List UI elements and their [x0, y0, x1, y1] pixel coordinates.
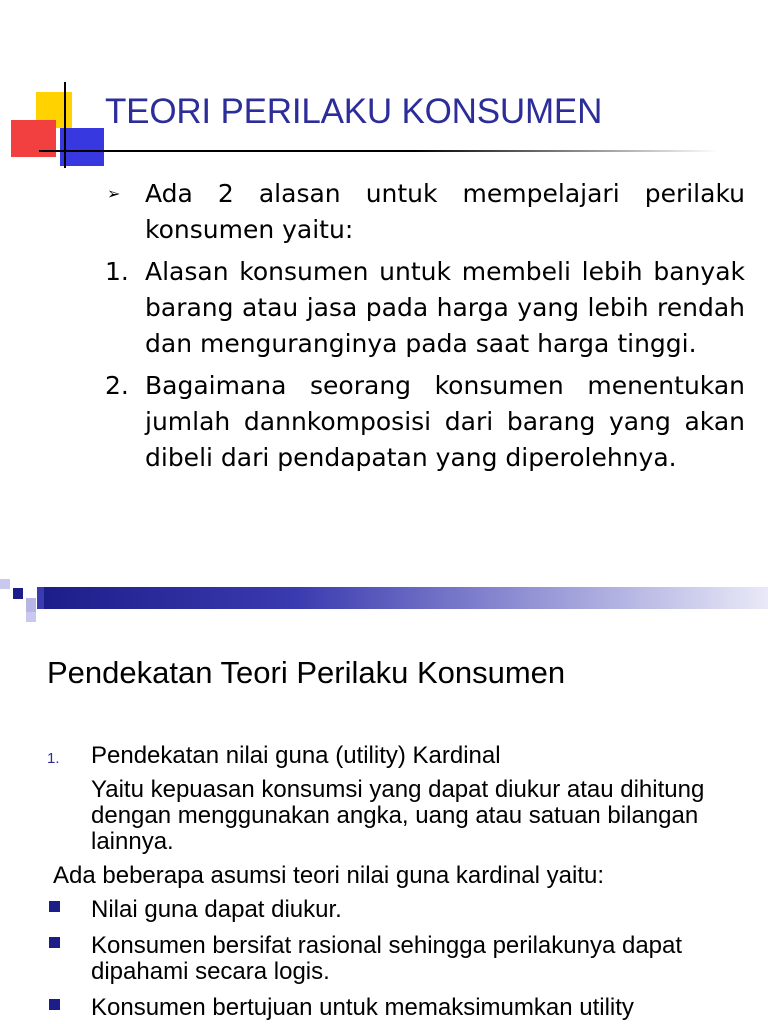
square-bullet-icon [49, 901, 60, 912]
assumptions-list [47, 897, 737, 1021]
reason-item-1 [105, 254, 745, 362]
item-number: 1. [47, 750, 60, 767]
intro-point [105, 176, 745, 248]
list-item-text: Nilai guna dapat diukur. [91, 896, 342, 923]
list-item [47, 933, 737, 985]
list-item [47, 995, 737, 1021]
intro-point-text: Ada 2 alasan untuk mempelajari perilaku konsumen yaitu: [145, 179, 745, 244]
reason-item-2 [105, 368, 745, 476]
logo-blue-square [60, 128, 104, 166]
square-bullet-icon [49, 999, 60, 1010]
header-gradient-band [44, 587, 768, 609]
slide-2 [0, 560, 768, 1024]
assumptions-intro: Ada beberapa asumsi teori nilai guna kardinal yaitu: [53, 862, 605, 889]
deco-square [0, 579, 10, 589]
title-underline [39, 150, 719, 152]
item-heading: Pendekatan nilai guna (utility) Kardinal [91, 742, 501, 769]
list-item [47, 897, 737, 923]
reason-number: 1. [105, 257, 129, 286]
deco-square [26, 598, 36, 612]
list-item-text: Konsumen bersifat rasional sehingga perilakunya dapat dipahami secara logis. [91, 932, 683, 985]
arrow-bullet-icon: ➢ [107, 184, 121, 203]
reason-number: 2. [105, 371, 129, 400]
reason-text: Bagaimana seorang konsumen menentukan jumlah dannkomposisi dari barang yang akan dibeli dari pendapatan yang diperolehnya. [145, 371, 745, 472]
numbered-item [47, 743, 737, 769]
deco-square [13, 588, 23, 599]
slide-1-title: TEORI PERILAKU KONSUMEN [105, 92, 603, 131]
slide-1-body [105, 176, 745, 482]
logo-vertical-line [64, 82, 66, 168]
item-description: Yaitu kepuasan konsumsi yang dapat diukur atau dihitung dengan menggunakan angka, uang atau satuan bilangan lainnya. [91, 776, 705, 855]
slide-2-title: Pendekatan Teori Perilaku Konsumen [47, 655, 566, 690]
reason-text: Alasan konsumen untuk membeli lebih banyak barang atau jasa pada harga yang lebih rendah dan menguranginya pada saat harga tinggi. [145, 257, 745, 358]
deco-square [26, 612, 36, 622]
square-bullet-icon [49, 937, 60, 948]
list-item-text: Konsumen bertujuan untuk memaksimumkan utility [91, 994, 634, 1021]
slide-2-body [47, 743, 737, 1024]
